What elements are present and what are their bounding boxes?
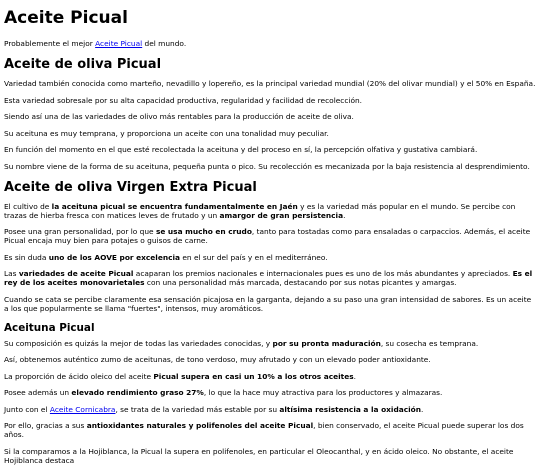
text: y es la variedad más popular en el mundo. Se percibe con trazas de hierba fresca con matices leves de frutado y un bbox=[4, 201, 516, 220]
section2-paragraph bbox=[4, 253, 536, 262]
section3-paragraph bbox=[4, 405, 536, 414]
intro-text-before: Probablemente el mejor bbox=[4, 39, 96, 48]
bold-text: amargor de gran persistencia bbox=[219, 210, 344, 220]
text: , tanto para tostadas como para ensaladas o carpaccios. Además, el aceite Picual encaja muy bien para potajes o guisos de carne. bbox=[4, 227, 531, 245]
text: El cultivo de bbox=[4, 201, 52, 211]
text: Posee una gran personalidad, por lo que bbox=[4, 227, 156, 236]
text: Así, obtenemos auténtico zumo de aceitunas, de tono verdoso, muy afrutado y con un elevado poder antioxidante. bbox=[4, 355, 431, 364]
text: en el sur del país y en el mediterráneo. bbox=[180, 252, 328, 262]
section3-paragraph bbox=[4, 339, 536, 348]
text: Si la comparamos a la Hojiblanca, la Picual la supera en polifenoles, en particular el Oleocanthal, y en ácido oleico. No obstante, el aceite Hojiblanca destaca bbox=[4, 446, 514, 465]
text: , lo que la hace muy atractiva para los productores y almazaras. bbox=[203, 388, 443, 397]
section1-paragraph: Variedad también conocida como marteño, nevadillo y lopereño, es la principal variedad mundial (20% del olivar mundial) y el 50% en España. bbox=[4, 79, 536, 88]
text: , bien conservado, el aceite Picual puede superar los dos años. bbox=[4, 421, 524, 439]
section1-paragraph: Su nombre viene de la forma de su aceituna, pequeña punta o pico. Su recolección es mecanizada por la baja resistencia al desprendimiento. bbox=[4, 161, 530, 171]
text: , se trata de la variedad más estable por su bbox=[115, 404, 280, 414]
section2-paragraph bbox=[4, 295, 536, 313]
intro-paragraph bbox=[4, 39, 536, 48]
text: Posee además un bbox=[4, 388, 72, 397]
section-heading-aceituna-picual: Aceituna Picual bbox=[4, 321, 95, 334]
text: , su cosecha es temprana. bbox=[380, 338, 479, 348]
section1-paragraph: Esta variedad sobresale por su alta capacidad productiva, regularidad y facilidad de recolección. bbox=[4, 95, 363, 105]
bold-text: uno de los AOVE por excelencia bbox=[48, 252, 181, 262]
text: Es sin duda bbox=[4, 252, 49, 262]
section3-paragraph bbox=[4, 421, 536, 439]
bold-text: elevado rendimiento graso 27% bbox=[71, 388, 204, 397]
text: Cuando se cata se percibe claramente esa sensación picajosa en la garganta, dejando a su paso una gran intensidad de sabores. Es un aceite a los que popularmente se llama "fuertes", intensos, muy aromáticos. bbox=[4, 294, 532, 313]
text: Junto con el bbox=[4, 404, 50, 414]
section-heading-aceite-picual: Aceite de oliva Picual bbox=[4, 57, 162, 72]
aceite-picual-link[interactable]: Aceite Picual bbox=[95, 39, 143, 48]
text: . bbox=[343, 210, 346, 220]
bold-text: Picual supera en casi un 10% a los otros aceites bbox=[153, 371, 354, 381]
bold-text: Es el rey de los aceites monovarietales bbox=[4, 269, 533, 287]
section1-paragraph: En función del momento en el que esté recolectada la aceituna y del proceso en sí, la percepción olfativa y gustativa cambiará. bbox=[4, 145, 478, 154]
text: . bbox=[420, 404, 424, 414]
text: acaparan los premios nacionales e internacionales pues es uno de los más abundantes y apreciados. bbox=[133, 269, 513, 278]
section1-paragraph: Siendo así una de las variedades de olivo más rentables para la producción de aceite de oliva. bbox=[4, 112, 354, 121]
section3-paragraph bbox=[4, 355, 536, 364]
bold-text: variedades de aceite Picual bbox=[18, 269, 134, 278]
page-title: Aceite Picual bbox=[4, 8, 128, 28]
section1-paragraph: Su aceituna es muy temprana, y proporciona un aceite con una tonalidad muy peculiar. bbox=[4, 128, 329, 138]
section2-paragraph bbox=[4, 227, 536, 245]
section3-paragraph bbox=[4, 372, 536, 381]
page bbox=[0, 8, 540, 465]
bold-text: la aceituna picual se encuentra fundamentalmente en Jaén bbox=[51, 201, 298, 211]
text: Las bbox=[4, 269, 19, 278]
text: . bbox=[353, 371, 356, 381]
section3-paragraph bbox=[4, 388, 536, 397]
intro-text-after: del mundo. bbox=[142, 39, 187, 48]
aceite-cornicabra-link[interactable]: Aceite Cornicabra bbox=[49, 404, 116, 414]
section2-paragraph bbox=[4, 202, 536, 220]
section2-paragraph bbox=[4, 269, 536, 287]
bold-text: antioxidantes naturales y polifenoles del aceite Picual bbox=[86, 421, 314, 430]
text: con una personalidad más marcada, destacando por sus notas picantes y amargas. bbox=[144, 278, 457, 287]
bold-text: por su pronta maduración bbox=[272, 338, 381, 348]
text: Por ello, gracias a sus bbox=[4, 421, 87, 430]
section-heading-virgen-extra: Aceite de oliva Virgen Extra Picual bbox=[4, 179, 257, 195]
text: Su composición es quizás la mejor de todas las variedades conocidas, y bbox=[4, 338, 273, 348]
section3-paragraph bbox=[4, 447, 536, 465]
bold-text: se usa mucho en crudo bbox=[155, 227, 252, 236]
text: La proporción de ácido oleico del aceite bbox=[4, 371, 154, 381]
bold-text: altísima resistencia a la oxidación bbox=[279, 404, 421, 414]
